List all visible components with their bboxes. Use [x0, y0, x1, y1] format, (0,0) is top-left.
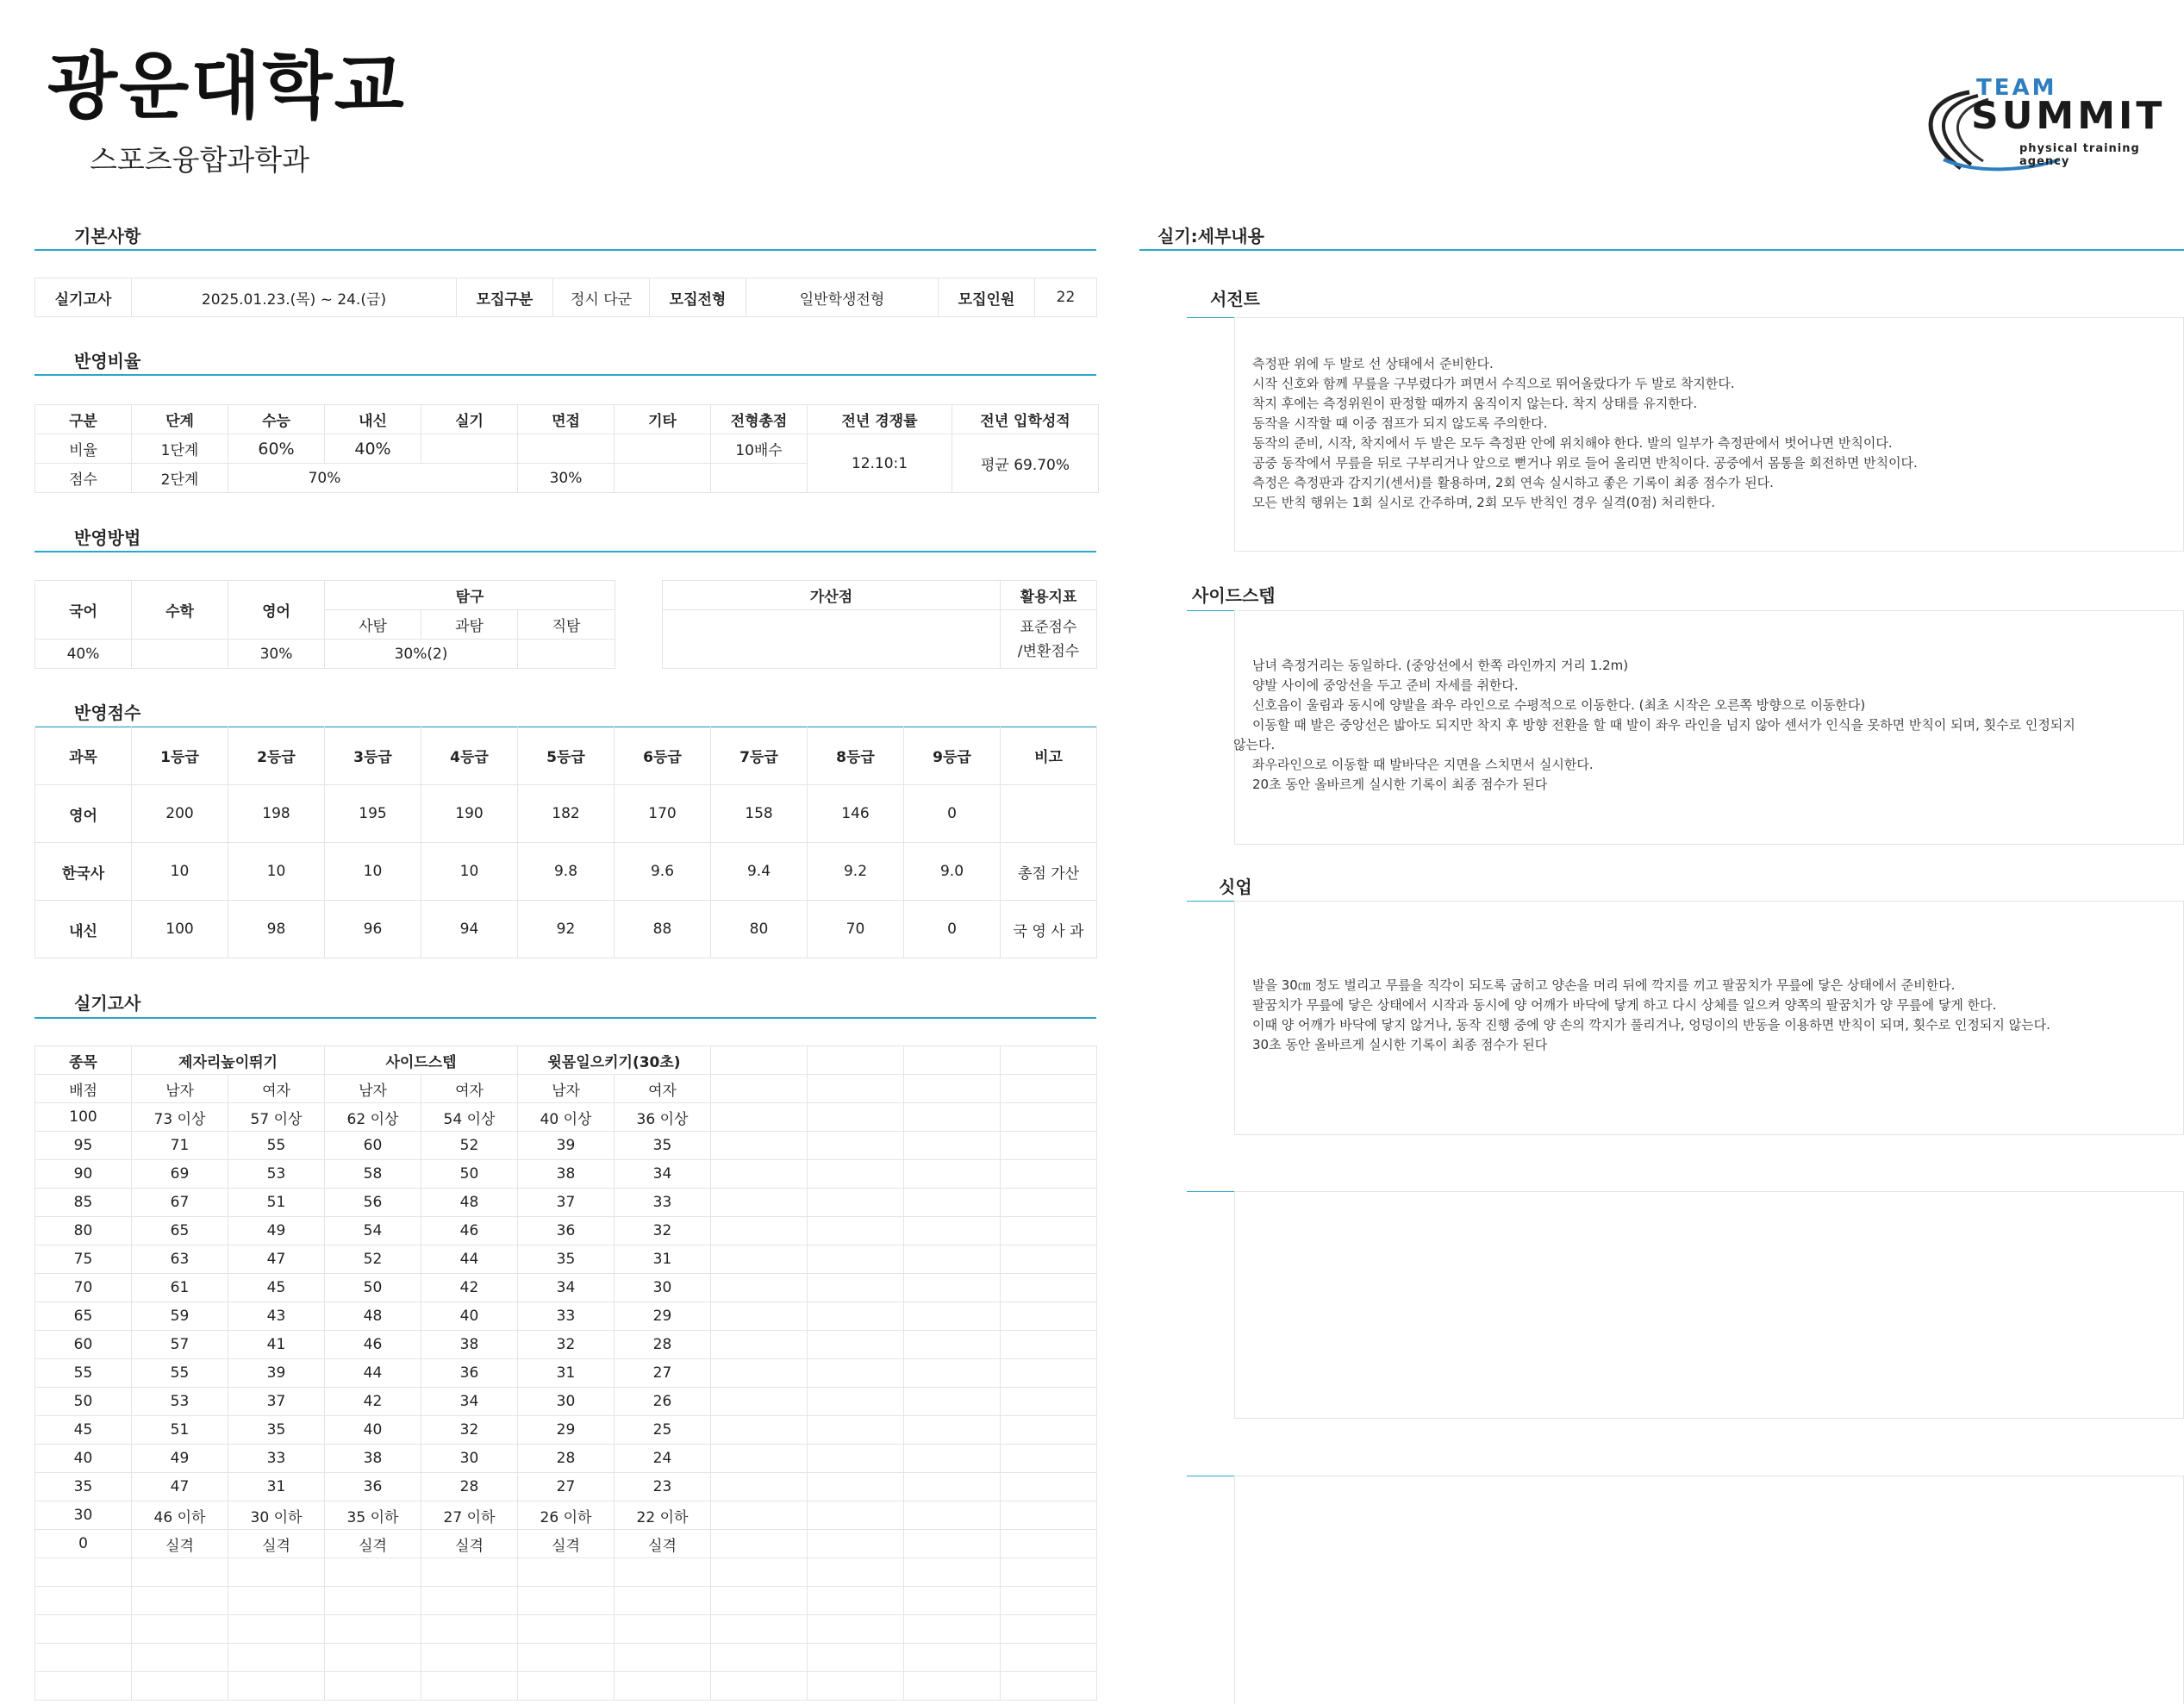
- practical-cell: 28: [615, 1331, 711, 1359]
- ratio-header: 전년 입학성적: [952, 405, 1099, 434]
- method-cell: 40%: [35, 640, 132, 669]
- practical-cell: 85: [35, 1189, 132, 1217]
- score-cell: 0: [904, 901, 1001, 958]
- practical-cell: 50: [325, 1274, 421, 1302]
- method-subheader: 사탐: [325, 610, 421, 640]
- practical-cell: 71: [132, 1132, 228, 1160]
- section-divider: [34, 374, 1096, 376]
- practical-cell: 26 이하: [518, 1501, 615, 1530]
- detail-text-line: 않는다.: [1233, 737, 1276, 752]
- method-header: 수학: [132, 581, 228, 640]
- practical-cell: 32: [421, 1416, 518, 1445]
- detail-title-situp: 싯업: [1219, 877, 1252, 897]
- practical-cell: 51: [228, 1189, 325, 1217]
- practical-cell: 실격: [421, 1530, 518, 1558]
- practical-cell: 46 이하: [132, 1501, 228, 1530]
- practical-cell: 57 이상: [228, 1103, 325, 1132]
- practical-score-table: [34, 1045, 1097, 1701]
- practical-row: [35, 1189, 1097, 1217]
- practical-cell: 62 이상: [325, 1103, 421, 1132]
- score-row: [35, 901, 1097, 958]
- score-header: 비고: [1001, 727, 1097, 785]
- score-cell: 198: [228, 785, 325, 843]
- practical-cell: 26: [615, 1388, 711, 1416]
- practical-cell: 38: [421, 1331, 518, 1359]
- exam-date-label: 실기고사: [35, 278, 132, 317]
- practical-cell: 31: [518, 1359, 615, 1388]
- practical-cell: 22 이하: [615, 1501, 711, 1530]
- practical-cell: 36 이상: [615, 1103, 711, 1132]
- event-label: 종목: [35, 1046, 132, 1075]
- practical-cell: 36: [421, 1359, 518, 1388]
- score-cell: 0: [904, 785, 1001, 843]
- practical-cell: 40: [421, 1302, 518, 1331]
- bonus-label: 가산점: [663, 581, 1001, 610]
- score-cell: 10: [325, 843, 421, 901]
- detail-text-line: 발을 30㎝ 정도 벌리고 무릎을 직각이 되도록 굽히고 양손을 머리 뒤에 깍지를 끼고 팔꿈치가 무릎에 닿은 상태에서 준비한다.: [1252, 977, 1956, 993]
- practical-cell: 37: [228, 1388, 325, 1416]
- detail-text-line: 신호음이 울림과 동시에 양발을 좌우 라인으로 수평적으로 이동한다. (최초 시작은 오른쪽 방향으로 이동한다): [1252, 697, 1866, 713]
- practical-cell: 41: [228, 1331, 325, 1359]
- practical-cell: 실격: [228, 1530, 325, 1558]
- practical-cell: 69: [132, 1160, 228, 1189]
- ratio-header: 기타: [615, 405, 711, 434]
- practical-cell: 33: [615, 1189, 711, 1217]
- bonus-table: [662, 580, 1097, 669]
- gender-label: 여자: [615, 1075, 711, 1103]
- detail-box-sidestep: [1234, 610, 2184, 845]
- practical-row: [35, 1331, 1097, 1359]
- ratio-cell: 40%: [325, 434, 421, 464]
- logo-tagline: physical training agency: [2019, 142, 2140, 168]
- ratio-table: [34, 404, 1099, 493]
- ratio-cell: 30%: [518, 464, 615, 493]
- practical-cell: 36: [518, 1217, 615, 1245]
- practical-cell: 31: [615, 1245, 711, 1274]
- score-cell: 한국사: [35, 843, 132, 901]
- practical-cell: 47: [228, 1245, 325, 1274]
- ratio-cell: 2단계: [132, 464, 228, 493]
- logo-team-text: TEAM: [1976, 75, 2057, 101]
- index-value: 표준점수 /변환점수: [1001, 610, 1097, 669]
- ratio-cell: 비율: [35, 434, 132, 464]
- quota-label: 모집인원: [939, 278, 1035, 317]
- score-cell: 98: [228, 901, 325, 958]
- section-divider: [34, 551, 1096, 552]
- practical-cell: 59: [132, 1302, 228, 1331]
- method-cell: 30%(2): [325, 640, 518, 669]
- practical-cell: 65: [35, 1302, 132, 1331]
- method-header: 영어: [228, 581, 325, 640]
- detail-text-line: 착지 후에는 측정위원이 판정할 때까지 움직이지 않는다. 착지 상태를 유지한다.: [1252, 396, 1698, 411]
- ratio-cell: [615, 434, 711, 464]
- practical-cell: 35: [518, 1245, 615, 1274]
- method-subheader: 과탐: [421, 610, 518, 640]
- department-name: 스포츠융합과학과: [90, 143, 310, 177]
- practical-cell: 34: [421, 1388, 518, 1416]
- score-cell: 96: [325, 901, 421, 958]
- event-name: 윗몸일으키기(30초): [518, 1046, 711, 1075]
- ratio-cell: [518, 434, 615, 464]
- ratio-header: 면접: [518, 405, 615, 434]
- practical-cell: 35: [228, 1416, 325, 1445]
- practical-cell: 27: [615, 1359, 711, 1388]
- recruit-type-value: 정시 다군: [553, 278, 650, 317]
- practical-row: [35, 1245, 1097, 1274]
- practical-cell: 33: [518, 1302, 615, 1331]
- method-cell: [518, 640, 615, 669]
- practical-row: [35, 1416, 1097, 1445]
- score-cell: 9.8: [518, 843, 615, 901]
- ratio-cell: [711, 464, 808, 493]
- score-row: [35, 785, 1097, 843]
- score-cell: 10: [421, 843, 518, 901]
- practical-cell: 36: [325, 1473, 421, 1501]
- ratio-header: 내신: [325, 405, 421, 434]
- practical-cell: 50: [35, 1388, 132, 1416]
- practical-cell: 30: [615, 1274, 711, 1302]
- score-cell: [1001, 785, 1097, 843]
- practical-cell: 46: [325, 1331, 421, 1359]
- practical-cell: 55: [228, 1132, 325, 1160]
- recruit-track-label: 모집전형: [650, 278, 746, 317]
- section-detail: 실기:세부내용: [1158, 226, 1264, 247]
- practical-cell: 42: [325, 1388, 421, 1416]
- practical-cell: 38: [325, 1445, 421, 1473]
- practical-cell: 54: [325, 1217, 421, 1245]
- detail-text-line: 양발 사이에 중앙선을 두고 준비 자세를 취한다.: [1252, 677, 1519, 693]
- practical-cell: 27 이하: [421, 1501, 518, 1530]
- practical-cell: 100: [35, 1103, 132, 1132]
- practical-row: [35, 1160, 1097, 1189]
- practical-cell: 44: [421, 1245, 518, 1274]
- practical-cell: 47: [132, 1473, 228, 1501]
- section-method: 반영방법: [74, 527, 141, 548]
- practical-cell: 56: [325, 1189, 421, 1217]
- event-name: 제자리높이뛰기: [132, 1046, 325, 1075]
- practical-cell: 55: [35, 1359, 132, 1388]
- practical-cell: 51: [132, 1416, 228, 1445]
- practical-cell: 52: [325, 1245, 421, 1274]
- practical-cell: 95: [35, 1132, 132, 1160]
- practical-cell: 23: [615, 1473, 711, 1501]
- practical-cell: 60: [325, 1132, 421, 1160]
- practical-cell: 39: [228, 1359, 325, 1388]
- practical-cell: 34: [615, 1160, 711, 1189]
- method-header: 국어: [35, 581, 132, 640]
- practical-cell: 45: [35, 1416, 132, 1445]
- score-cell: 158: [711, 785, 808, 843]
- practical-row: [35, 1445, 1097, 1473]
- detail-title-sidestep: 사이드스텝: [1192, 585, 1276, 606]
- exam-date-value: 2025.01.23.(목) ~ 24.(금): [132, 278, 457, 317]
- practical-cell: 30: [518, 1388, 615, 1416]
- score-cell: 146: [808, 785, 904, 843]
- practical-cell: 49: [132, 1445, 228, 1473]
- practical-cell: 40 이상: [518, 1103, 615, 1132]
- ratio-cell: 60%: [228, 434, 325, 464]
- practical-cell: 27: [518, 1473, 615, 1501]
- practical-cell: 28: [518, 1445, 615, 1473]
- score-cell: 190: [421, 785, 518, 843]
- score-header: 6등급: [615, 727, 711, 785]
- practical-row: [35, 1473, 1097, 1501]
- detail-box-empty: [1234, 1476, 2184, 1704]
- practical-cell: 39: [518, 1132, 615, 1160]
- practical-cell: 57: [132, 1331, 228, 1359]
- practical-cell: 43: [228, 1302, 325, 1331]
- recruit-type-label: 모집구분: [457, 278, 553, 317]
- practical-row: [35, 1388, 1097, 1416]
- score-cell: 80: [711, 901, 808, 958]
- practical-cell: 40: [35, 1445, 132, 1473]
- ratio-header: 전년 경쟁률: [808, 405, 952, 434]
- detail-title-sargent: 서전트: [1210, 289, 1260, 309]
- method-table: [34, 580, 615, 669]
- practical-cell: 실격: [518, 1530, 615, 1558]
- section-divider: [1139, 249, 2184, 251]
- detail-text-line: 20초 동안 올바르게 실시한 기록이 최종 점수가 된다: [1252, 777, 1548, 792]
- detail-text-line: 이때 양 어깨가 바닥에 닿지 않거나, 동작 진행 중에 양 손의 깍지가 풀리거나, 엉덩이의 반동을 이용하면 반칙이 되며, 횟수로 인정되지 않는다.: [1252, 1017, 2050, 1033]
- detail-text-line: 동작의 준비, 시작, 착지에서 두 발은 모두 측정판 안에 위치해야 한다. 발의 일부가 측정판에서 벗어나면 반칙이다.: [1252, 435, 1893, 451]
- practical-cell: 35 이하: [325, 1501, 421, 1530]
- score-cell: 내신: [35, 901, 132, 958]
- practical-cell: 42: [421, 1274, 518, 1302]
- method-subheader: 직탐: [518, 610, 615, 640]
- team-summit-logo: [1909, 73, 2184, 177]
- section-divider: [34, 1017, 1096, 1019]
- detail-text-line: 동작을 시작할 때 이중 점프가 되지 않도록 주의한다.: [1252, 415, 1548, 431]
- practical-cell: 실격: [615, 1530, 711, 1558]
- ratio-cell: 점수: [35, 464, 132, 493]
- practical-cell: 50: [421, 1160, 518, 1189]
- practical-cell: 70: [35, 1274, 132, 1302]
- practical-row: [35, 1501, 1097, 1530]
- section-practical: 실기고사: [74, 993, 141, 1014]
- detail-text-line: 이동할 때 발은 중앙선은 밟아도 되지만 착지 후 방향 전환을 할 때 발이 좌우 라인을 넘지 않아 센서가 인식을 못하면 반칙이 되며, 횟수로 인정되지: [1252, 717, 2075, 733]
- index-label: 활용지표: [1001, 581, 1097, 610]
- practical-row: [35, 1530, 1097, 1558]
- ratio-header: 실기: [421, 405, 518, 434]
- gender-label: 남자: [325, 1075, 421, 1103]
- recruit-track-value: 일반학생전형: [746, 278, 939, 317]
- prev-admission-score: 평균 69.70%: [952, 434, 1099, 493]
- detail-text-line: 모든 반칙 행위는 1회 실시로 간주하며, 2회 모두 반칙인 경우 실격(0점) 처리한다.: [1252, 495, 1716, 510]
- score-table: [34, 726, 1097, 958]
- score-cell: 170: [615, 785, 711, 843]
- practical-cell: 48: [421, 1189, 518, 1217]
- practical-cell: 49: [228, 1217, 325, 1245]
- section-divider: [34, 249, 1096, 251]
- practical-cell: 35: [615, 1132, 711, 1160]
- ratio-header: 전형총점: [711, 405, 808, 434]
- practical-cell: 80: [35, 1217, 132, 1245]
- practical-cell: 55: [132, 1359, 228, 1388]
- score-cell: 195: [325, 785, 421, 843]
- practical-cell: 24: [615, 1445, 711, 1473]
- ratio-cell: [421, 434, 518, 464]
- section-ratio: 반영비율: [74, 351, 141, 371]
- score-header: 과목: [35, 727, 132, 785]
- university-name: 광운대학교: [47, 44, 406, 128]
- practical-cell: 28: [421, 1473, 518, 1501]
- practical-cell: 35: [35, 1473, 132, 1501]
- score-cell: 94: [421, 901, 518, 958]
- gender-label: 여자: [228, 1075, 325, 1103]
- practical-cell: 31: [228, 1473, 325, 1501]
- practical-cell: 60: [35, 1331, 132, 1359]
- detail-text-line: 팔꿈치가 무릎에 닿은 상태에서 시작과 동시에 양 어깨가 바닥에 닿게 하고 다시 상체를 일으켜 양쪽의 팔꿈치가 양 무릎에 닿게 한다.: [1252, 997, 1997, 1013]
- practical-cell: 73 이상: [132, 1103, 228, 1132]
- score-header: 9등급: [904, 727, 1001, 785]
- practical-cell: 37: [518, 1189, 615, 1217]
- score-cell: 9.4: [711, 843, 808, 901]
- practical-cell: 67: [132, 1189, 228, 1217]
- score-header: 8등급: [808, 727, 904, 785]
- practical-row: [35, 1302, 1097, 1331]
- score-cell: 9.0: [904, 843, 1001, 901]
- practical-cell: 44: [325, 1359, 421, 1388]
- practical-cell: 30: [421, 1445, 518, 1473]
- prev-competition: 12.10:1: [808, 434, 952, 493]
- practical-cell: 45: [228, 1274, 325, 1302]
- practical-cell: 38: [518, 1160, 615, 1189]
- practical-cell: 34: [518, 1274, 615, 1302]
- ratio-cell: 10배수: [711, 434, 808, 464]
- detail-text-line: 측정판 위에 두 발로 선 상태에서 준비한다.: [1252, 356, 1494, 371]
- practical-cell: 46: [421, 1217, 518, 1245]
- score-cell: 영어: [35, 785, 132, 843]
- practical-cell: 61: [132, 1274, 228, 1302]
- practical-cell: 30: [35, 1501, 132, 1530]
- event-name: 사이드스텝: [325, 1046, 518, 1075]
- section-score: 반영점수: [74, 702, 141, 723]
- practical-cell: 25: [615, 1416, 711, 1445]
- detail-text-line: 공중 동작에서 무릎을 뒤로 구부리거나 앞으로 뻗거나 위로 들어 올리면 반칙이다. 공중에서 몸통을 회전하면 반칙이다.: [1252, 455, 1918, 471]
- ratio-header: 구분: [35, 405, 132, 434]
- score-header: 2등급: [228, 727, 325, 785]
- practical-cell: 54 이상: [421, 1103, 518, 1132]
- score-row: [35, 843, 1097, 901]
- score-cell: 10: [228, 843, 325, 901]
- detail-text-line: 시작 신호와 함께 무릎을 구부렸다가 펴면서 수직으로 뛰어올랐다가 두 발로 착지한다.: [1252, 376, 1735, 391]
- method-cell: 30%: [228, 640, 325, 669]
- practical-cell: 53: [228, 1160, 325, 1189]
- detail-text-line: 측정은 측정판과 감지기(센서)를 활용하며, 2회 연속 실시하고 좋은 기록이 최종 점수가 된다.: [1252, 475, 1774, 490]
- ratio-cell: [615, 464, 711, 493]
- score-header: 5등급: [518, 727, 615, 785]
- score-cell: 9.2: [808, 843, 904, 901]
- practical-cell: 90: [35, 1160, 132, 1189]
- practical-cell: 29: [615, 1302, 711, 1331]
- practical-cell: 30 이하: [228, 1501, 325, 1530]
- ratio-header: 수능: [228, 405, 325, 434]
- practical-cell: 65: [132, 1217, 228, 1245]
- gender-label: 여자: [421, 1075, 518, 1103]
- ratio-cell: 70%: [228, 464, 518, 493]
- detail-text-line: 남녀 측정거리는 동일하다. (중앙선에서 한쪽 라인까지 거리 1.2m): [1252, 658, 1629, 673]
- method-cell: [132, 640, 228, 669]
- detail-box-empty: [1234, 1191, 2184, 1419]
- practical-cell: 40: [325, 1416, 421, 1445]
- logo-brand-text: SUMMIT: [1971, 94, 2166, 138]
- practical-row: [35, 1132, 1097, 1160]
- practical-row: [35, 1359, 1097, 1388]
- practical-cell: 32: [615, 1217, 711, 1245]
- score-cell: 200: [132, 785, 228, 843]
- section-basic: 기본사항: [74, 226, 141, 247]
- score-cell: 10: [132, 843, 228, 901]
- points-label: 배점: [35, 1075, 132, 1103]
- practical-cell: 33: [228, 1445, 325, 1473]
- ratio-header: 단계: [132, 405, 228, 434]
- ratio-cell: 1단계: [132, 434, 228, 464]
- quota-value: 22: [1035, 278, 1097, 317]
- practical-cell: 실격: [325, 1530, 421, 1558]
- score-header: 3등급: [325, 727, 421, 785]
- practical-cell: 0: [35, 1530, 132, 1558]
- bonus-value: [663, 610, 1001, 669]
- practical-cell: 29: [518, 1416, 615, 1445]
- score-cell: 총점 가산: [1001, 843, 1097, 901]
- practical-cell: 52: [421, 1132, 518, 1160]
- method-header: 탐구: [325, 581, 615, 610]
- gender-label: 남자: [132, 1075, 228, 1103]
- detail-text-line: 좌우라인으로 이동할 때 발바닥은 지면을 스치면서 실시한다.: [1252, 757, 1594, 772]
- practical-row: [35, 1103, 1097, 1132]
- detail-text-line: 30초 동안 올바르게 실시한 기록이 최종 점수가 된다: [1252, 1037, 1548, 1052]
- practical-cell: 53: [132, 1388, 228, 1416]
- basic-info-table: [34, 278, 1097, 317]
- practical-row: [35, 1217, 1097, 1245]
- practical-row: [35, 1274, 1097, 1302]
- practical-cell: 58: [325, 1160, 421, 1189]
- gender-label: 남자: [518, 1075, 615, 1103]
- score-cell: 92: [518, 901, 615, 958]
- practical-cell: 실격: [132, 1530, 228, 1558]
- score-header: 4등급: [421, 727, 518, 785]
- practical-cell: 32: [518, 1331, 615, 1359]
- practical-cell: 48: [325, 1302, 421, 1331]
- score-cell: 100: [132, 901, 228, 958]
- score-cell: 88: [615, 901, 711, 958]
- score-cell: 국 영 사 과: [1001, 901, 1097, 958]
- score-cell: 9.6: [615, 843, 711, 901]
- detail-box-situp: [1234, 901, 2184, 1135]
- score-header: 1등급: [132, 727, 228, 785]
- score-cell: 70: [808, 901, 904, 958]
- detail-box-sargent: [1234, 317, 2184, 552]
- score-cell: 182: [518, 785, 615, 843]
- practical-cell: 63: [132, 1245, 228, 1274]
- practical-cell: 75: [35, 1245, 132, 1274]
- score-header: 7등급: [711, 727, 808, 785]
